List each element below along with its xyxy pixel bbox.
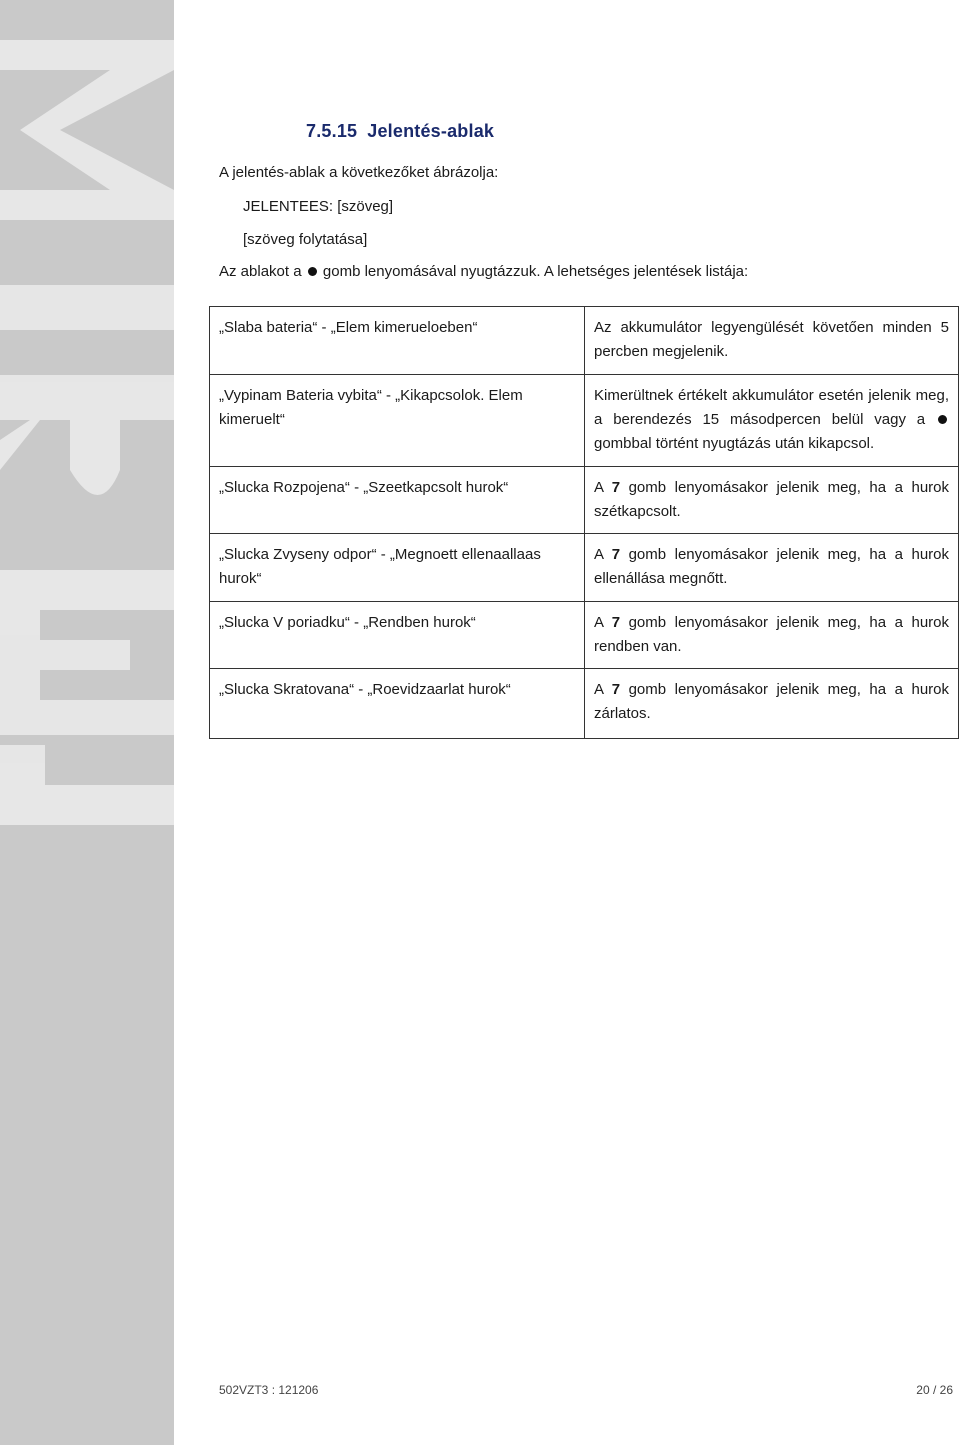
report-message: „Slaba bateria“ - „Elem kimerueloeben“ (210, 307, 585, 375)
description-part: A (594, 479, 604, 496)
bullet-key-icon (308, 267, 317, 276)
report-message: „Slucka Rozpojena“ - „Szeetkapcsolt hurok“ (210, 467, 585, 534)
footer-doc-id: 502VZT3 : 121206 (219, 1383, 319, 1397)
report-description (585, 467, 959, 534)
description-part: gomb lenyomásakor jelenik meg, ha a hurok szétkapcsolt. (594, 479, 950, 520)
report-description: Az akkumulátor legyengülését követően minden 5 percben megjelenik. (585, 307, 959, 375)
section-heading (306, 121, 504, 142)
description-part: Kimerültnek értékelt akkumulátor esetén jelenik meg, a berendezés 15 másodpercen belül vagy a (594, 387, 949, 428)
section-number: 7.5.15 (306, 121, 358, 141)
description-part: A (594, 546, 604, 563)
description-part: A (594, 614, 604, 631)
closing-text (219, 262, 748, 282)
key-label: 7 (611, 614, 621, 631)
key-label: 7 (611, 546, 621, 563)
table-row (210, 307, 959, 375)
description-part: gomb lenyomásakor jelenik meg, ha a hurok zárlatos. (594, 681, 950, 722)
key-label: 7 (611, 479, 621, 496)
description-part: gomb lenyomásakor jelenik meg, ha a hurok rendben van. (594, 614, 950, 655)
table-row (210, 602, 959, 669)
footer-page-number: 20 / 26 (916, 1383, 953, 1397)
report-message: „Slucka Zvyseny odpor“ - „Megnoett ellenaallaas hurok“ (210, 534, 585, 602)
reports-table (209, 306, 959, 739)
report-description (585, 669, 959, 739)
report-description (585, 534, 959, 602)
description-part: gomb lenyomásakor jelenik meg, ha a hurok ellenállása megnőtt. (594, 546, 950, 587)
report-description (585, 602, 959, 669)
report-message: „Slucka V poriadku“ - „Rendben hurok“ (210, 602, 585, 669)
description-part: gombbal történt nyugtázás után kikapcsol. (594, 435, 875, 452)
report-description (585, 375, 959, 467)
example-line-1: JELENTEES: [szöveg] (243, 198, 394, 215)
key-label: 7 (611, 681, 621, 698)
table-row (210, 375, 959, 467)
closing-text-before: Az ablakot a (219, 263, 302, 280)
report-message: „Vypinam Bateria vybita“ - „Kikapcsolok. Elem kimeruelt“ (210, 375, 585, 467)
mirel-watermark-logo (0, 0, 174, 1445)
table-row (210, 467, 959, 534)
example-line-2: [szöveg folytatása] (243, 231, 368, 248)
section-title: Jelentés-ablak (367, 121, 495, 141)
table-row (210, 669, 959, 739)
table-row (210, 534, 959, 602)
report-message: „Slucka Skratovana“ - „Roevidzaarlat hurok“ (210, 669, 585, 739)
description-part: A (594, 681, 604, 698)
bullet-key-icon (938, 415, 947, 424)
closing-text-after: gomb lenyomásával nyugtázzuk. A lehetséges jelentések listája: (322, 263, 749, 280)
intro-text: A jelentés-ablak a következőket ábrázolja: (219, 164, 499, 181)
sidebar-watermark-band (0, 0, 174, 1445)
